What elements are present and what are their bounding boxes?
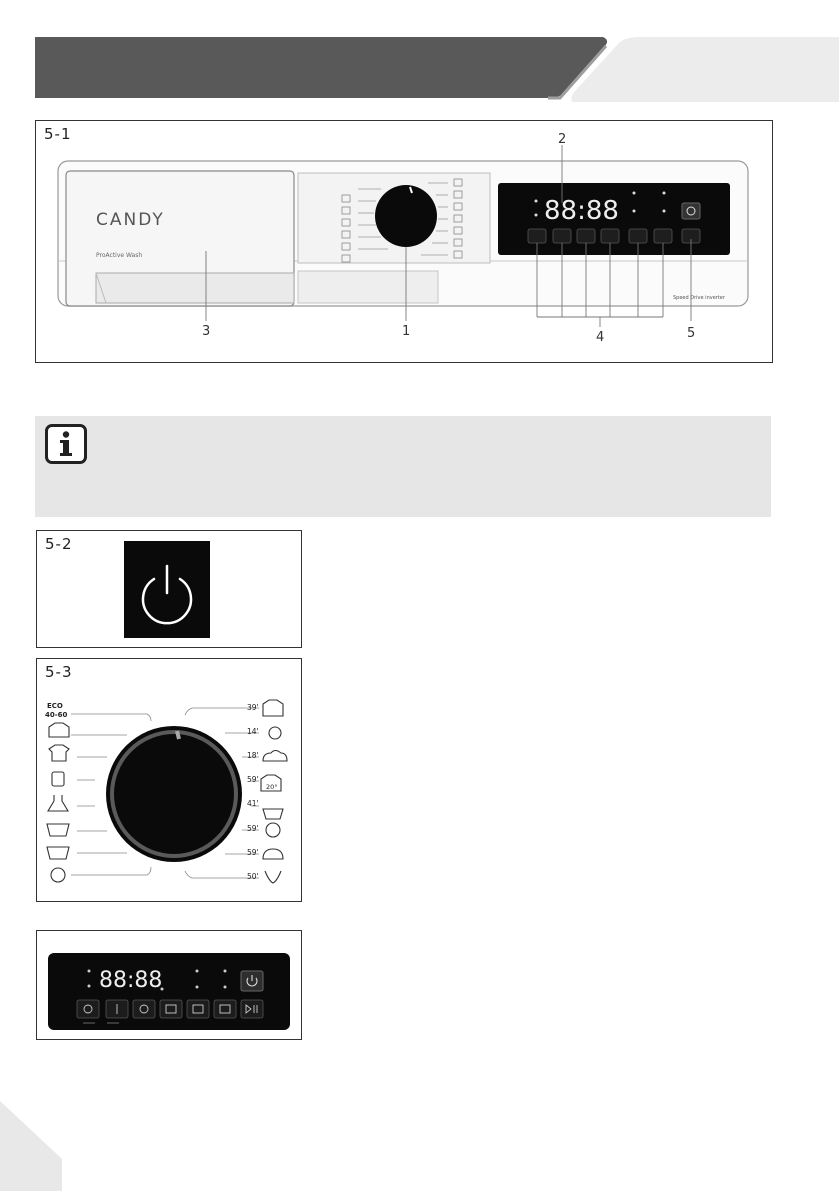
spin-button: [133, 1000, 155, 1018]
display-panel: [37, 931, 301, 1039]
figure-5-3: [36, 658, 302, 902]
basin-hand-icon: [263, 809, 283, 819]
figure-5-2: [36, 530, 302, 648]
quick-icon: [269, 727, 281, 739]
cloud-sparkle-icon: [263, 751, 287, 762]
figure-label: 5-1: [44, 125, 72, 143]
display-digits: 88:88: [544, 196, 619, 226]
eco-label: ECO: [47, 702, 63, 710]
programme-dial: [106, 726, 242, 862]
figure-label: 5-3: [45, 663, 73, 681]
option-button: [160, 1000, 182, 1018]
time-label: 59': [247, 824, 259, 833]
badge-20: 20°: [266, 783, 278, 791]
option-button: [187, 1000, 209, 1018]
timer-button: [77, 1000, 99, 1018]
drum-icon: [51, 868, 65, 882]
time-label: 41': [247, 799, 259, 808]
time-label: 18': [247, 751, 259, 760]
figure-label: 5-2: [45, 535, 73, 553]
time-label: 14': [247, 727, 259, 736]
programme-dial: [375, 185, 437, 247]
mixed-shirt-icon: [49, 723, 69, 737]
option-button: [214, 1000, 236, 1018]
shirt-timer-icon: [263, 700, 283, 716]
callout-5: 5: [687, 326, 696, 341]
page-corner-tab: [0, 1101, 70, 1191]
speed-drive-label: Speed Drive inverter: [673, 295, 725, 301]
panel-brand: CANDY: [96, 210, 165, 230]
programme-dial-detail: [37, 659, 301, 901]
tub-icon: [47, 847, 69, 859]
callout-2: 2: [558, 132, 567, 147]
time-label: 39': [247, 703, 259, 712]
time-label: 59': [247, 775, 259, 784]
washing-machine-control-panel: [36, 121, 772, 362]
callout-1: 1: [402, 324, 411, 339]
info-note-box: [35, 416, 771, 517]
drawer-label: ProActive Wash: [96, 252, 143, 259]
info-icon: [45, 424, 87, 464]
time-label: 59': [247, 848, 259, 857]
leaf-icon: [265, 871, 281, 883]
callout-3: 3: [202, 324, 211, 339]
time-label: 50': [247, 872, 259, 881]
header-banner: [0, 0, 839, 110]
shirt-icon: [49, 745, 69, 761]
basin-sparkle-icon: [47, 824, 69, 836]
eco-temp-label: 40-60: [45, 711, 68, 719]
power-icon: [124, 541, 210, 638]
display-digits: 88:88: [99, 968, 163, 993]
start-pause-button: [241, 1000, 263, 1018]
allergy-icon: [266, 823, 280, 837]
flask-icon: [48, 795, 68, 811]
callout-4: 4: [596, 330, 605, 345]
cloud-wave-icon: [263, 849, 283, 859]
figure-5-1: [35, 120, 773, 363]
figure-display-panel: [36, 930, 302, 1040]
power-button[interactable]: [124, 541, 210, 638]
detergent-icon: [52, 772, 64, 786]
